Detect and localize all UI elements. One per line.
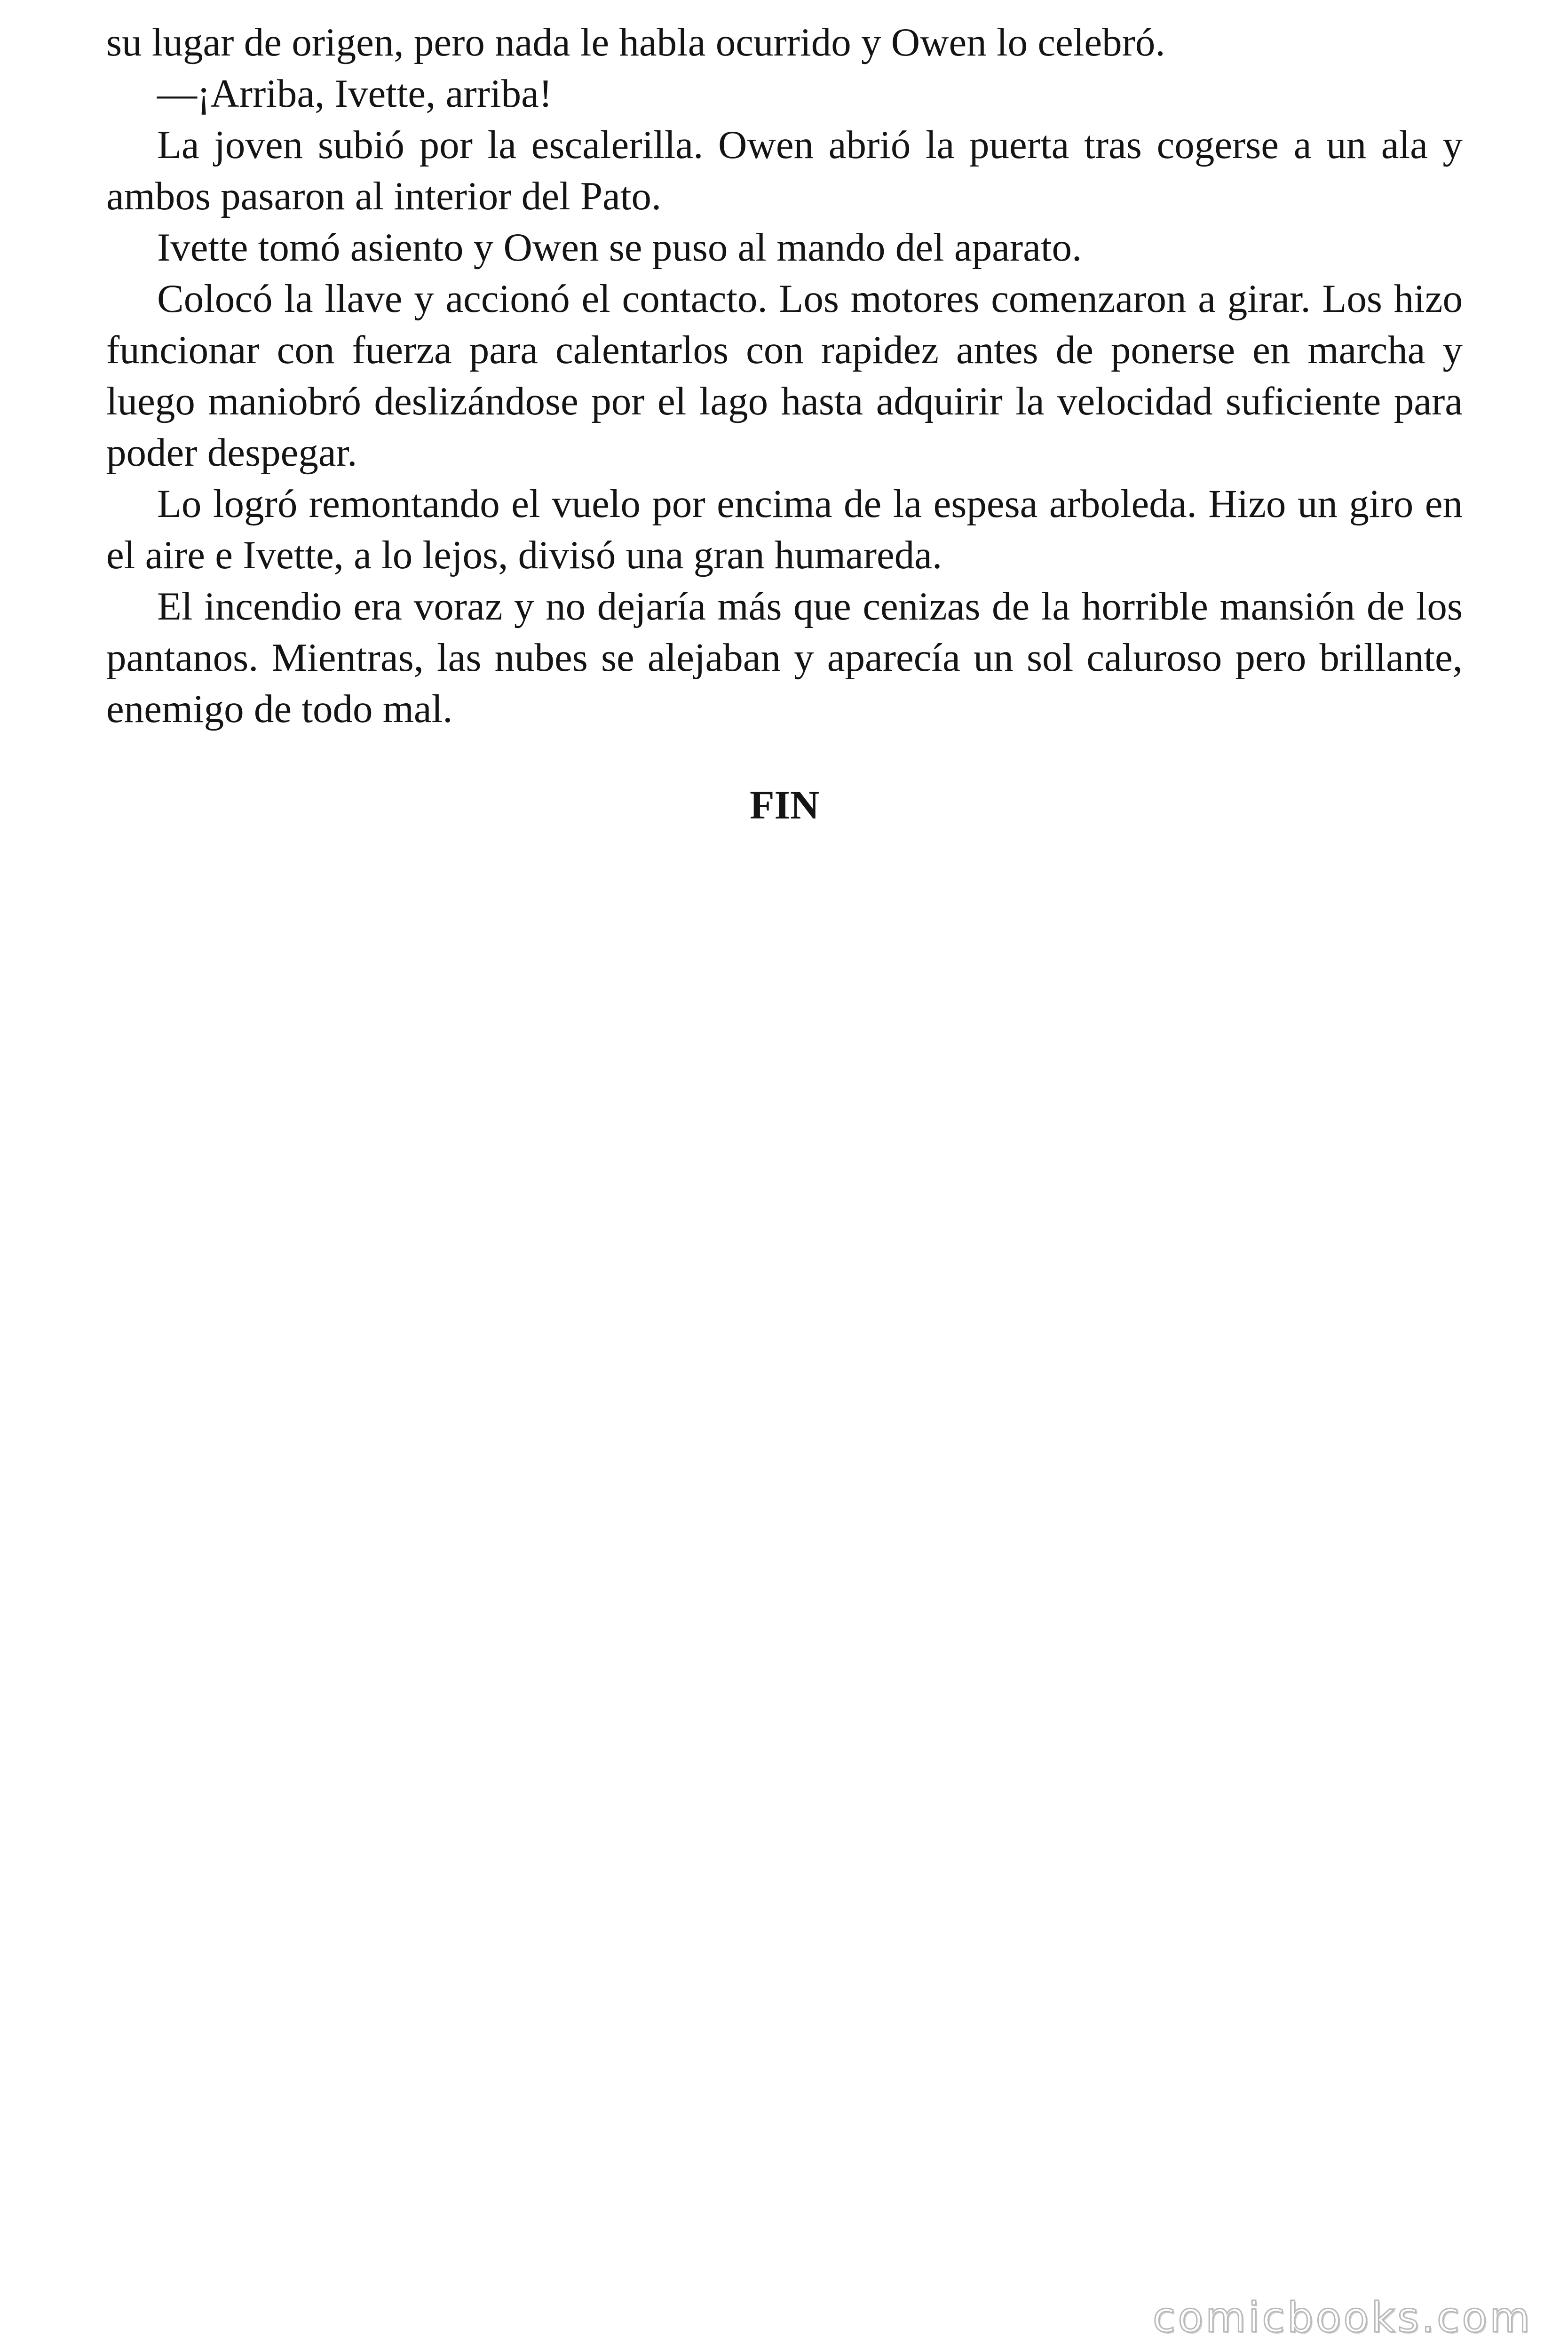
paragraph: La joven subió por la escalerilla. Owen abrió la puerta tras cogerse a un ala y ambos pasaron al interior del Pato. xyxy=(106,123,1463,218)
paragraph: Colocó la llave y accionó el contacto. Los motores comenzaron a girar. Los hizo funcionar con fuerza para calentarlos con rapidez antes de ponerse en marcha y luego maniobró deslizándose por el lago hasta adquirir la velocidad suficiente para poder despegar. xyxy=(106,277,1463,475)
end-mark: FIN xyxy=(749,782,820,827)
paragraph: Ivette tomó asiento y Owen se puso al mando del aparato. xyxy=(157,225,1082,270)
paragraph: Lo logró remontando el vuelo por encima de la espesa arboleda. Hizo un giro en el aire e Ivette, a lo lejos, divisó una gran humareda. xyxy=(106,482,1463,577)
paragraph-continuation: su lugar de origen, pero nada le habla ocurrido y Owen lo celebró. xyxy=(106,20,1165,64)
paragraph-dialogue: —¡Arriba, Ivette, arriba! xyxy=(157,72,553,116)
page-body xyxy=(106,17,1463,831)
paragraph: El incendio era voraz y no dejaría más que cenizas de la horrible mansión de los pantanos. Mientras, las nubes se alejaban y aparecía un sol caluroso pero brillante, enemigo de todo mal. xyxy=(106,584,1463,731)
watermark: comicbooks.com xyxy=(1152,2293,1532,2342)
